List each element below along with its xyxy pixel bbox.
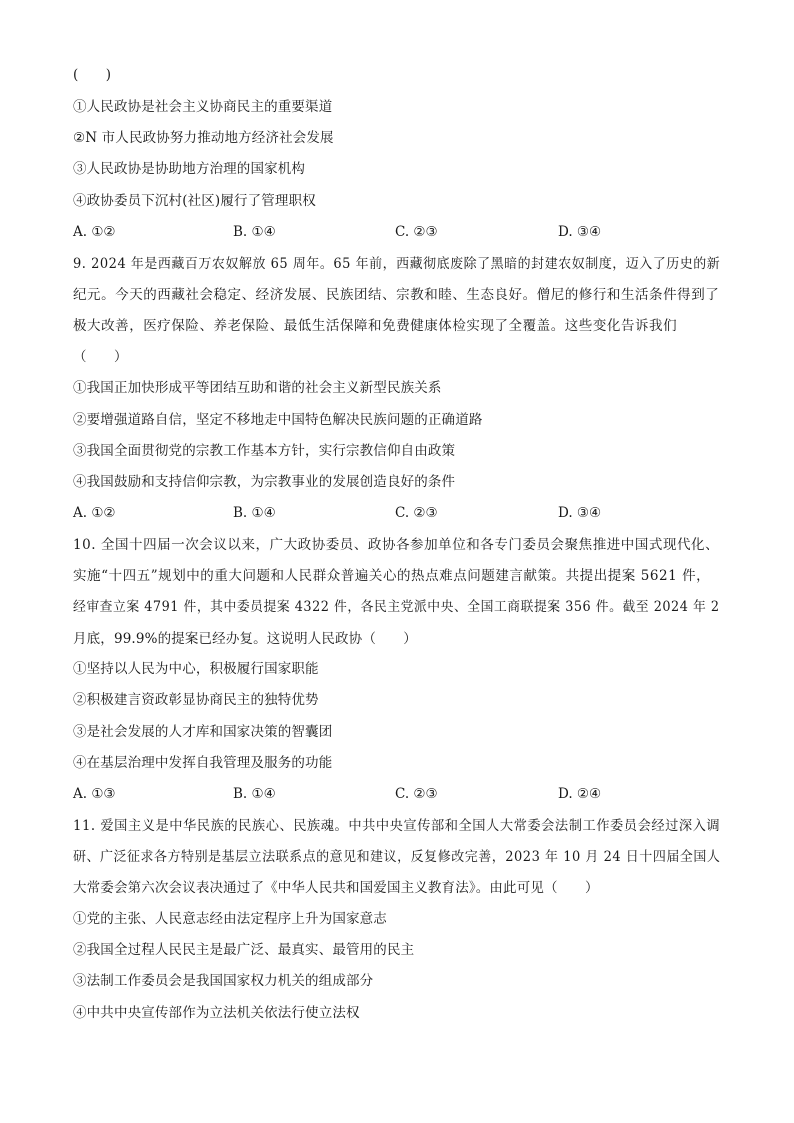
q11-stem-line-1: 11. 爱国主义是中华民族的民族心、民族魂。中共中央宣传部和全国人大常委会法制工作委员会经过深入调 xyxy=(73,818,721,834)
q10-statement-2: ②积极建言资政彰显协商民主的独特优势 xyxy=(73,692,319,708)
q10-statement-4: ④在基层治理中发挥自我管理及服务的功能 xyxy=(73,755,333,771)
q9-stem-line-2: 纪元。今天的西藏社会稳定、经济发展、民族团结、宗教和睦、生态良好。僧尼的修行和生活条件得到了 xyxy=(73,287,720,303)
q9-statement-1: ①我国正加快形成平等团结互助和谐的社会主义新型民族关系 xyxy=(73,380,442,396)
q8-statement-4: ④政协委员下沉村(社区)履行了管理职权 xyxy=(73,193,316,209)
q10-option-b[interactable]: B. ①④ xyxy=(233,786,276,802)
q11-statement-4: ④中共中央宣传部作为立法机关依法行使立法权 xyxy=(73,1005,360,1021)
q10-option-a[interactable]: A. ①③ xyxy=(73,786,116,802)
q9-options xyxy=(73,504,633,522)
q8-answer-paren: ( ) xyxy=(73,67,112,83)
q10-stem-line-2: 实施“十四五”规划中的重大问题和人民群众普遍关心的热点难点问题建言献策。共提出提案 5621 件， xyxy=(73,568,711,584)
q9-statement-3: ③我国全面贯彻党的宗教工作基本方针，实行宗教信仰自由政策 xyxy=(73,443,456,459)
q10-options xyxy=(73,785,633,803)
q9-answer-paren: （ ） xyxy=(73,349,128,365)
q9-stem-line-1: 9. 2024 年是西藏百万农奴解放 65 周年。65 年前，西藏彻底废除了黑暗的封建农奴制度，迈入了历史的新 xyxy=(73,256,721,272)
q9-stem-line-3: 极大改善，医疗保险、养老保险、最低生活保障和免费健康体检实现了全覆盖。这些变化告诉我们 xyxy=(73,318,678,334)
q8-option-a[interactable]: A. ①② xyxy=(73,224,116,240)
q8-options xyxy=(73,223,633,241)
q10-statement-1: ①坚持以人民为中心，积极履行国家职能 xyxy=(73,661,319,677)
q8-statement-1: ①人民政协是社会主义协商民主的重要渠道 xyxy=(73,99,333,115)
q10-option-d[interactable]: D. ②④ xyxy=(558,786,602,802)
q9-option-d[interactable]: D. ③④ xyxy=(558,505,602,521)
q9-statement-4: ④我国鼓励和支持信仰宗教，为宗教事业的发展创造良好的条件 xyxy=(73,474,456,490)
q10-stem-line-1: 10. 全国十四届一次会议以来，广大政协委员、政协各参加单位和各专门委员会聚焦推进中国式现代化、 xyxy=(73,537,720,553)
q9-option-b[interactable]: B. ①④ xyxy=(233,505,276,521)
q9-option-c[interactable]: C. ②③ xyxy=(395,505,438,521)
q11-stem-line-3: 大常委会第六次会议表决通过了《中华人民共和国爱国主义教育法》。由此可见（ ） xyxy=(73,880,599,896)
q8-statement-3: ③人民政协是协助地方治理的国家机构 xyxy=(73,161,306,177)
q10-stem-line-3: 经审查立案 4791 件，其中委员提案 4322 件，各民主党派中央、全国工商联提案 356 件。截至 2024 年 2 xyxy=(73,599,720,615)
q9-statement-2: ②要增强道路自信，坚定不移地走中国特色解决民族问题的正确道路 xyxy=(73,412,483,428)
q10-statement-3: ③是社会发展的人才库和国家决策的智囊团 xyxy=(73,724,333,740)
q8-option-b[interactable]: B. ①④ xyxy=(233,224,276,240)
q10-option-c[interactable]: C. ②③ xyxy=(395,786,438,802)
q11-stem-line-2: 研、广泛征求各方特别是基层立法联系点的意见和建议，反复修改完善，2023 年 10 月 24 日十四届全国人 xyxy=(73,849,721,865)
q10-stem-line-4: 月底，99.9%的提案已经办复。这说明人民政协（ ） xyxy=(73,631,417,647)
q8-option-c[interactable]: C. ②③ xyxy=(395,224,438,240)
q8-statement-2: ②N 市人民政协努力推动地方经济社会发展 xyxy=(73,130,334,146)
q9-option-a[interactable]: A. ①② xyxy=(73,505,116,521)
q11-statement-2: ②我国全过程人民民主是最广泛、最真实、最管用的民主 xyxy=(73,942,415,958)
q8-option-d[interactable]: D. ③④ xyxy=(558,224,602,240)
q11-statement-3: ③法制工作委员会是我国国家权力机关的组成部分 xyxy=(73,973,374,989)
q11-statement-1: ①党的主张、人民意志经由法定程序上升为国家意志 xyxy=(73,911,387,927)
